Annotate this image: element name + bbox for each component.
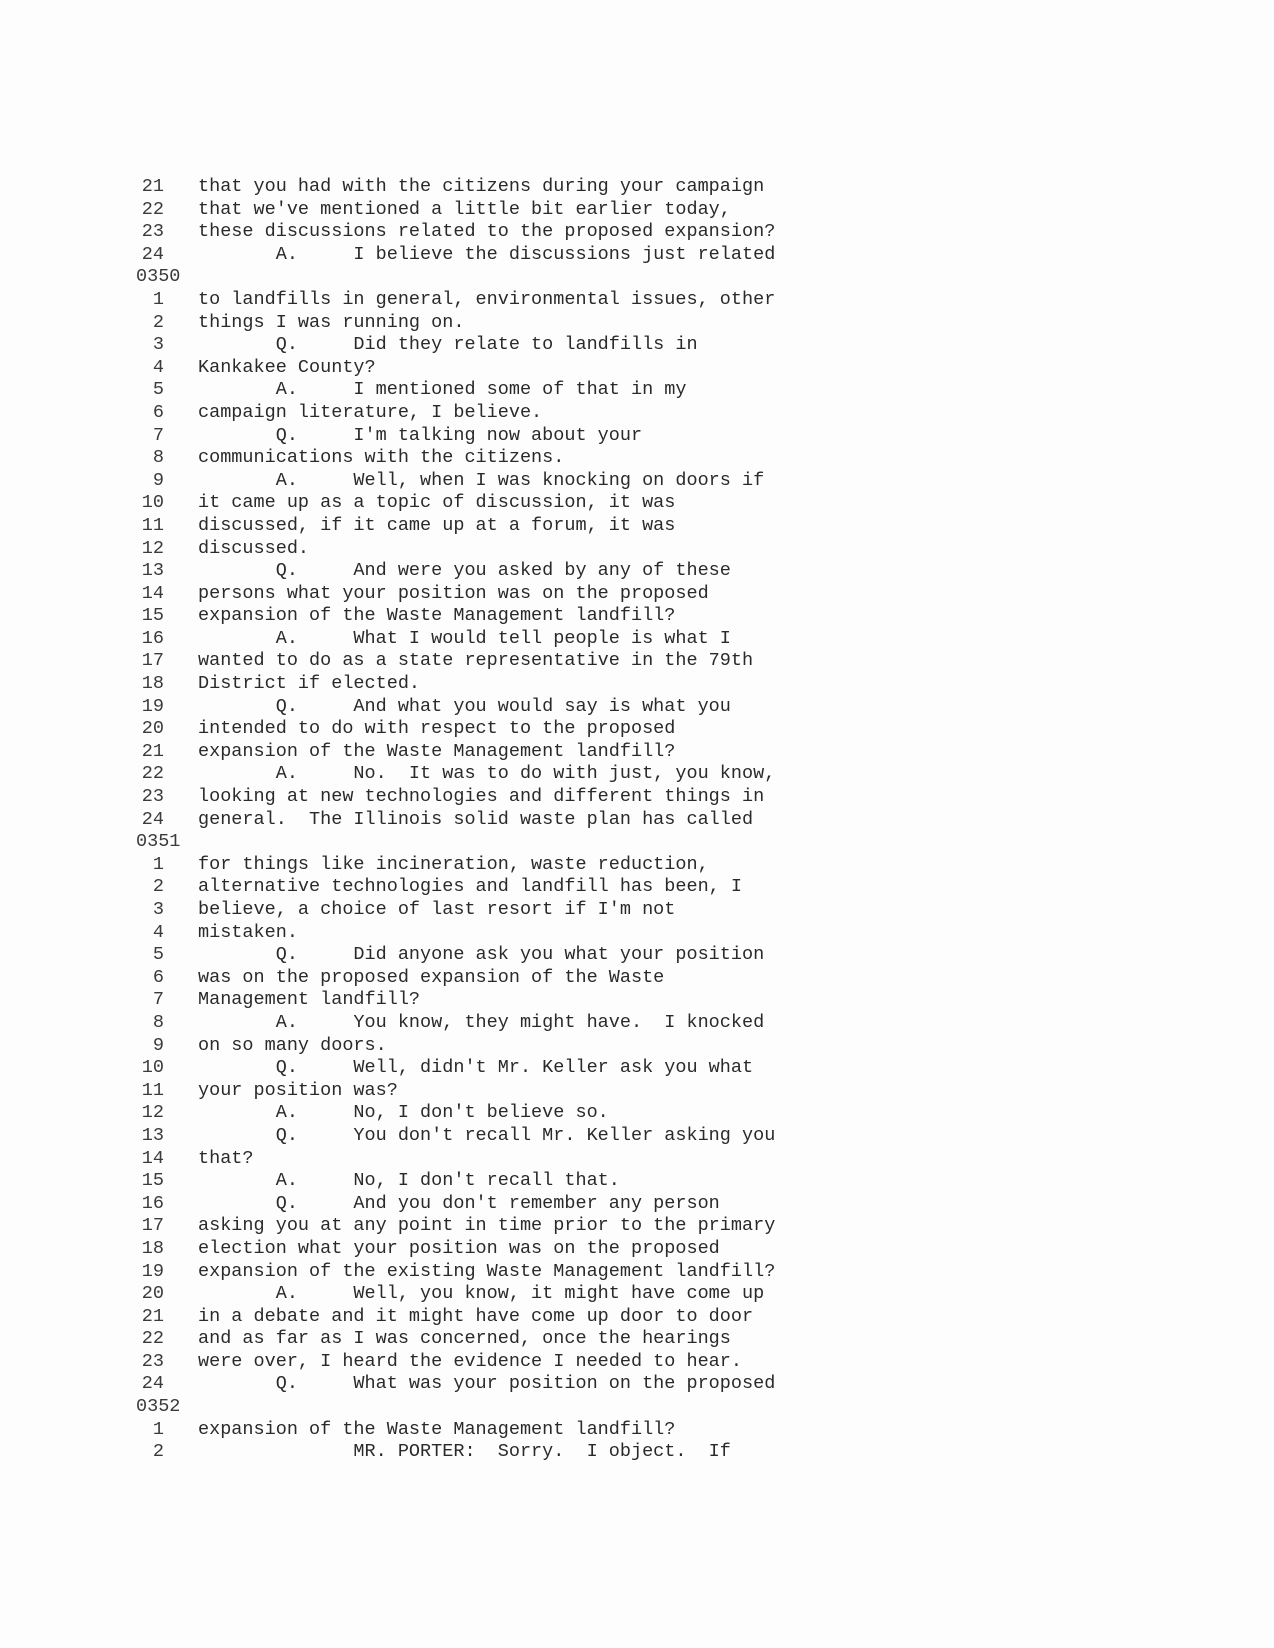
line-text: A. Well, you know, it might have come up	[198, 1283, 765, 1305]
line-text: discussed, if it came up at a forum, it was	[198, 514, 676, 536]
line-number: 9	[152, 1034, 164, 1056]
line-number: 23	[141, 1350, 164, 1372]
line-number: 22	[141, 1328, 164, 1350]
transcript-line	[136, 289, 1136, 312]
line-text: discussed.	[198, 537, 310, 559]
line-number: 20	[141, 1283, 164, 1305]
transcript-line	[136, 628, 1136, 651]
transcript-line	[136, 199, 1136, 222]
line-number: 20	[141, 718, 164, 740]
transcript-line	[136, 922, 1136, 945]
line-number: 21	[141, 1305, 164, 1327]
transcript-body	[136, 176, 1136, 1464]
transcript-line	[136, 1170, 1136, 1193]
transcript-line	[136, 854, 1136, 877]
line-number: 7	[152, 989, 164, 1011]
line-text: expansion of the Waste Management landfill?	[198, 605, 676, 627]
transcript-line	[136, 1261, 1136, 1284]
transcript-line	[136, 786, 1136, 809]
transcript-line	[136, 1238, 1136, 1261]
page-number: 0351	[136, 831, 181, 853]
line-text: that?	[198, 1147, 254, 1169]
line-number: 2	[152, 876, 164, 898]
line-text: to landfills in general, environmental issues, other	[198, 288, 776, 310]
line-text: MR. PORTER: Sorry. I object. If	[198, 1441, 731, 1463]
line-number: 17	[141, 1215, 164, 1237]
line-number: 8	[152, 1011, 164, 1033]
line-number: 5	[152, 944, 164, 966]
line-number: 24	[141, 243, 164, 265]
line-text: A. Well, when I was knocking on doors if	[198, 469, 765, 491]
line-text: Q. And you don't remember any person	[198, 1192, 720, 1214]
line-text: campaign literature, I believe.	[198, 401, 543, 423]
line-number: 14	[141, 582, 164, 604]
transcript-line	[136, 763, 1136, 786]
line-text: were over, I heard the evidence I needed to hear.	[198, 1350, 742, 1372]
line-number: 10	[141, 492, 164, 514]
transcript-line	[136, 673, 1136, 696]
transcript-line	[136, 1373, 1136, 1396]
transcript-line	[136, 876, 1136, 899]
line-text: A. You know, they might have. I knocked	[198, 1011, 765, 1033]
line-text: Q. And what you would say is what you	[198, 695, 731, 717]
line-text: A. No, I don't believe so.	[198, 1102, 609, 1124]
line-text: believe, a choice of last resort if I'm not	[198, 899, 676, 920]
transcript-line	[136, 447, 1136, 470]
transcript-line	[136, 1215, 1136, 1238]
transcript-line	[136, 583, 1136, 606]
transcript-line	[136, 899, 1136, 922]
line-text: Q. Did they relate to landfills in	[198, 334, 698, 356]
line-text: A. I mentioned some of that in my	[198, 379, 687, 401]
line-number: 4	[152, 921, 164, 943]
transcript-line	[136, 1419, 1136, 1442]
line-text: Q. And were you asked by any of these	[198, 560, 731, 582]
line-text: was on the proposed expansion of the Waste	[198, 966, 665, 988]
transcript-line	[136, 312, 1136, 335]
line-number: 21	[141, 176, 164, 197]
line-text: looking at new technologies and different things in	[198, 786, 765, 808]
transcript-line	[136, 605, 1136, 628]
line-number: 8	[152, 447, 164, 469]
line-number: 18	[141, 1237, 164, 1259]
line-text: District if elected.	[198, 673, 421, 695]
transcript-line	[136, 1012, 1136, 1035]
line-number: 12	[141, 537, 164, 559]
line-text: Q. I'm talking now about your	[198, 424, 643, 446]
transcript-line	[136, 967, 1136, 990]
transcript-line	[136, 379, 1136, 402]
line-number: 9	[152, 469, 164, 491]
line-text: expansion of the Waste Management landfill?	[198, 1418, 676, 1440]
line-text: A. No, I don't recall that.	[198, 1170, 620, 1192]
transcript-line	[136, 334, 1136, 357]
line-text: asking you at any point in time prior to the primary	[198, 1215, 776, 1237]
line-number: 11	[141, 1079, 164, 1101]
transcript-line	[136, 1125, 1136, 1148]
transcript-line	[136, 1283, 1136, 1306]
line-text: and as far as I was concerned, once the hearings	[198, 1328, 731, 1350]
line-number: 21	[141, 740, 164, 762]
line-number: 2	[152, 1441, 164, 1463]
line-number: 3	[152, 334, 164, 356]
line-number: 12	[141, 1102, 164, 1124]
line-number: 24	[141, 1373, 164, 1395]
line-text: your position was?	[198, 1079, 398, 1101]
transcript-line	[136, 1306, 1136, 1329]
line-number: 18	[141, 673, 164, 695]
line-text: election what your position was on the proposed	[198, 1237, 720, 1259]
transcript-line	[136, 650, 1136, 673]
line-number: 24	[141, 808, 164, 830]
line-text: A. What I would tell people is what I	[198, 627, 731, 649]
line-text: mistaken.	[198, 921, 298, 943]
transcript-line	[136, 944, 1136, 967]
transcript-line	[136, 718, 1136, 741]
line-number: 22	[141, 198, 164, 220]
transcript-line	[136, 809, 1136, 832]
line-number: 16	[141, 1192, 164, 1214]
line-number: 22	[141, 763, 164, 785]
transcript-line	[136, 560, 1136, 583]
transcript-line	[136, 221, 1136, 244]
transcript-line	[136, 696, 1136, 719]
line-text: communications with the citizens.	[198, 447, 565, 469]
line-text: persons what your position was on the proposed	[198, 582, 709, 604]
line-text: expansion of the Waste Management landfill?	[198, 740, 676, 762]
line-text: things I was running on.	[198, 311, 465, 333]
line-text: expansion of the existing Waste Management landfill?	[198, 1260, 776, 1282]
page-number: 0350	[136, 266, 181, 288]
line-number: 6	[152, 401, 164, 423]
line-text: Management landfill?	[198, 989, 421, 1011]
transcript-line	[136, 1102, 1136, 1125]
line-number: 14	[141, 1147, 164, 1169]
line-text: A. I believe the discussions just related	[198, 243, 776, 265]
transcript-line	[136, 538, 1136, 561]
transcript-line	[136, 1351, 1136, 1374]
line-number: 13	[141, 1124, 164, 1146]
transcript-line	[136, 244, 1136, 267]
line-text: it came up as a topic of discussion, it was	[198, 492, 676, 514]
line-number: 5	[152, 379, 164, 401]
transcript-line	[136, 1328, 1136, 1351]
transcript-line	[136, 1057, 1136, 1080]
line-number: 23	[141, 221, 164, 243]
line-number: 11	[141, 514, 164, 536]
line-number: 7	[152, 424, 164, 446]
transcript-line	[136, 1441, 1136, 1464]
line-number: 6	[152, 966, 164, 988]
line-text: general. The Illinois solid waste plan has called	[198, 808, 754, 830]
line-number: 23	[141, 786, 164, 808]
page-marker	[136, 266, 1136, 289]
transcript-line	[136, 1148, 1136, 1171]
line-number: 15	[141, 1170, 164, 1192]
line-text: Q. Well, didn't Mr. Keller ask you what	[198, 1057, 754, 1079]
transcript-line	[136, 1193, 1136, 1216]
line-number: 3	[152, 899, 164, 920]
page-number: 0352	[136, 1396, 181, 1418]
line-text: Q. You don't recall Mr. Keller asking you	[198, 1124, 776, 1146]
line-number: 4	[152, 356, 164, 378]
transcript-line	[136, 470, 1136, 493]
transcript-line	[136, 989, 1136, 1012]
line-text: wanted to do as a state representative in the 79th	[198, 650, 754, 672]
line-number: 16	[141, 627, 164, 649]
line-number: 1	[152, 1418, 164, 1440]
line-number: 2	[152, 311, 164, 333]
line-number: 15	[141, 605, 164, 627]
line-text: Q. What was your position on the proposed	[198, 1373, 776, 1395]
transcript-line	[136, 741, 1136, 764]
transcript-line	[136, 357, 1136, 380]
line-number: 19	[141, 695, 164, 717]
transcript-line	[136, 515, 1136, 538]
line-text: Q. Did anyone ask you what your position	[198, 944, 765, 966]
transcript-line	[136, 425, 1136, 448]
line-text: that we've mentioned a little bit earlier today,	[198, 198, 731, 220]
line-number: 13	[141, 560, 164, 582]
line-text: Kankakee County?	[198, 356, 376, 378]
line-text: in a debate and it might have come up door to door	[198, 1305, 754, 1327]
line-number: 17	[141, 650, 164, 672]
transcript-line	[136, 176, 1136, 199]
transcript-line	[136, 492, 1136, 515]
page-marker	[136, 1396, 1136, 1419]
line-number: 10	[141, 1057, 164, 1079]
line-number: 1	[152, 853, 164, 875]
transcript-line	[136, 1080, 1136, 1103]
line-text: alternative technologies and landfill has been, I	[198, 876, 742, 898]
line-text: these discussions related to the proposed expansion?	[198, 221, 776, 243]
transcript-line	[136, 402, 1136, 425]
line-number: 1	[152, 288, 164, 310]
line-text: A. No. It was to do with just, you know,	[198, 763, 776, 785]
line-text: on so many doors.	[198, 1034, 387, 1056]
transcript-line	[136, 1035, 1136, 1058]
line-number: 19	[141, 1260, 164, 1282]
line-text: intended to do with respect to the proposed	[198, 718, 676, 740]
page-marker	[136, 831, 1136, 854]
line-text: for things like incineration, waste reduction,	[198, 853, 709, 875]
line-text: that you had with the citizens during your campaign	[198, 176, 765, 197]
